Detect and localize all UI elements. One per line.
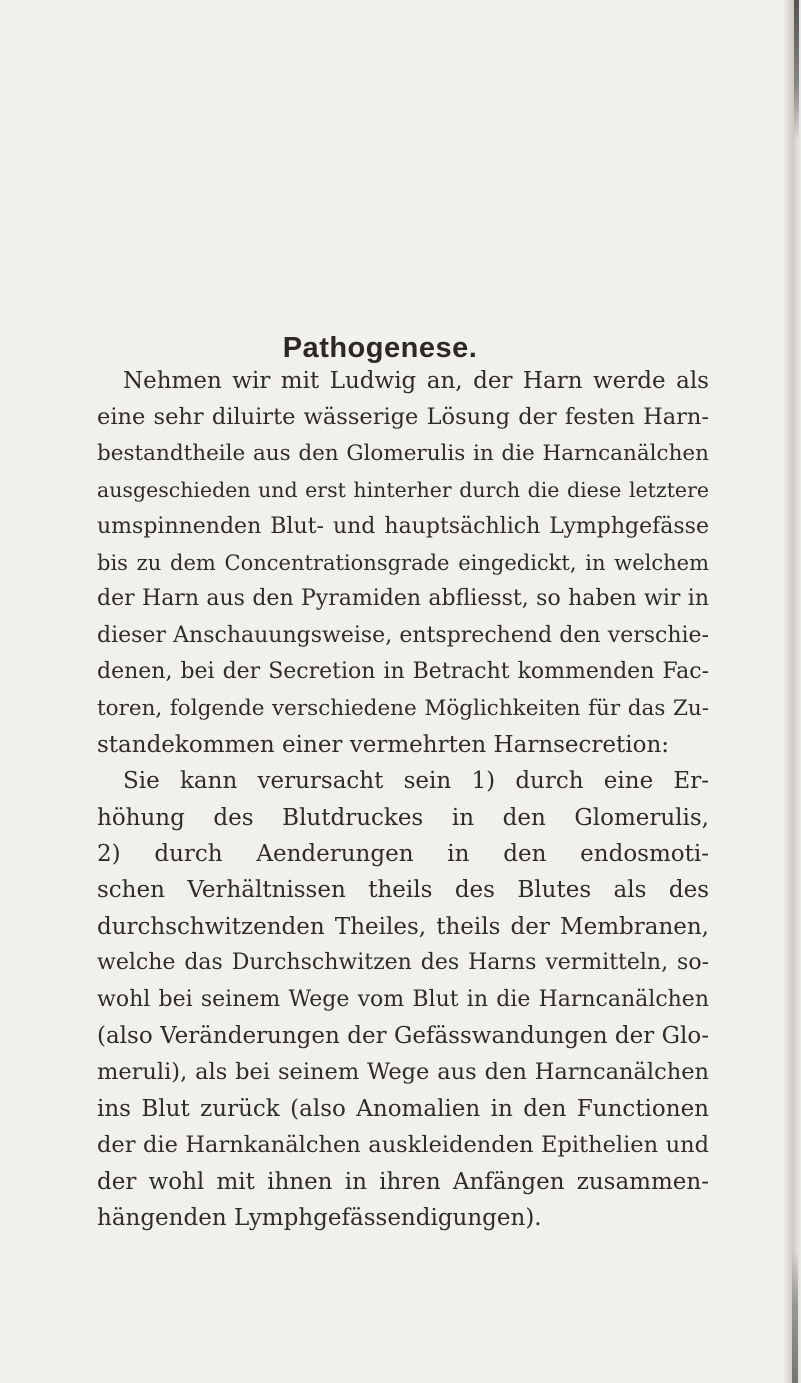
text-line: (also Veränderungen der Gefässwandungen der Glo- xyxy=(97,1023,709,1050)
text-line: bestandtheile aus den Glomerulis in die Harncanälchen xyxy=(97,440,709,466)
text-line: Sie kann verursacht sein 1) durch eine Er- xyxy=(123,768,709,795)
text-line: durchschwitzenden Theiles, theils der Membranen, xyxy=(97,913,709,940)
text-line: dieser Anschauungsweise, entsprechend den verschie- xyxy=(97,622,709,648)
text-line: toren, folgende verschiedene Möglichkeiten für das Zu- xyxy=(97,695,709,721)
page-title: Pathogenese. xyxy=(282,332,478,364)
scan-edge-mark-top xyxy=(794,0,799,140)
text-line: meruli), als bei seinem Wege aus den Harncanälchen xyxy=(97,1059,709,1086)
text-line: eine sehr diluirte wässerige Lösung der festen Harn- xyxy=(97,404,709,431)
text-line: 2) durch Aenderungen in den endosmoti- xyxy=(97,841,709,868)
text-line: der Harn aus den Pyramiden abfliesst, so haben wir in xyxy=(97,586,709,612)
scan-edge-shadow xyxy=(783,0,801,1383)
text-line: der wohl mit ihnen in ihren Anfängen zusammen- xyxy=(97,1168,709,1195)
text-line: umspinnenden Blut- und hauptsächlich Lymphgefässe xyxy=(97,513,709,539)
text-line: ausgeschieden und erst hinterher durch die diese letztere xyxy=(97,478,709,503)
text-line: standekommen einer vermehrten Harnsecretion: xyxy=(97,731,670,758)
text-line: der die Harnkanälchen auskleidenden Epithelien und xyxy=(97,1132,709,1159)
text-line: ins Blut zurück (also Anomalien in den Functionen xyxy=(97,1095,709,1122)
body-text xyxy=(97,363,709,1236)
text-line: Nehmen wir mit Ludwig an, der Harn werde als xyxy=(123,368,709,394)
text-line: hängenden Lymphgefässendigungen). xyxy=(97,1204,542,1231)
text-line: schen Verhältnissen theils des Blutes als des xyxy=(97,877,709,904)
scan-edge-mark-bottom xyxy=(792,1250,798,1383)
text-line: wohl bei seinem Wege vom Blut in die Harncanälchen xyxy=(97,986,709,1012)
text-line: denen, bei der Secretion in Betracht kommenden Fac- xyxy=(97,659,709,685)
text-line: höhung des Blutdruckes in den Glomerulis, xyxy=(97,804,709,831)
text-line: welche das Durchschwitzen des Harns vermitteln, so- xyxy=(97,950,709,976)
text-line: bis zu dem Concentrationsgrade eingedickt, in welchem xyxy=(97,550,709,575)
